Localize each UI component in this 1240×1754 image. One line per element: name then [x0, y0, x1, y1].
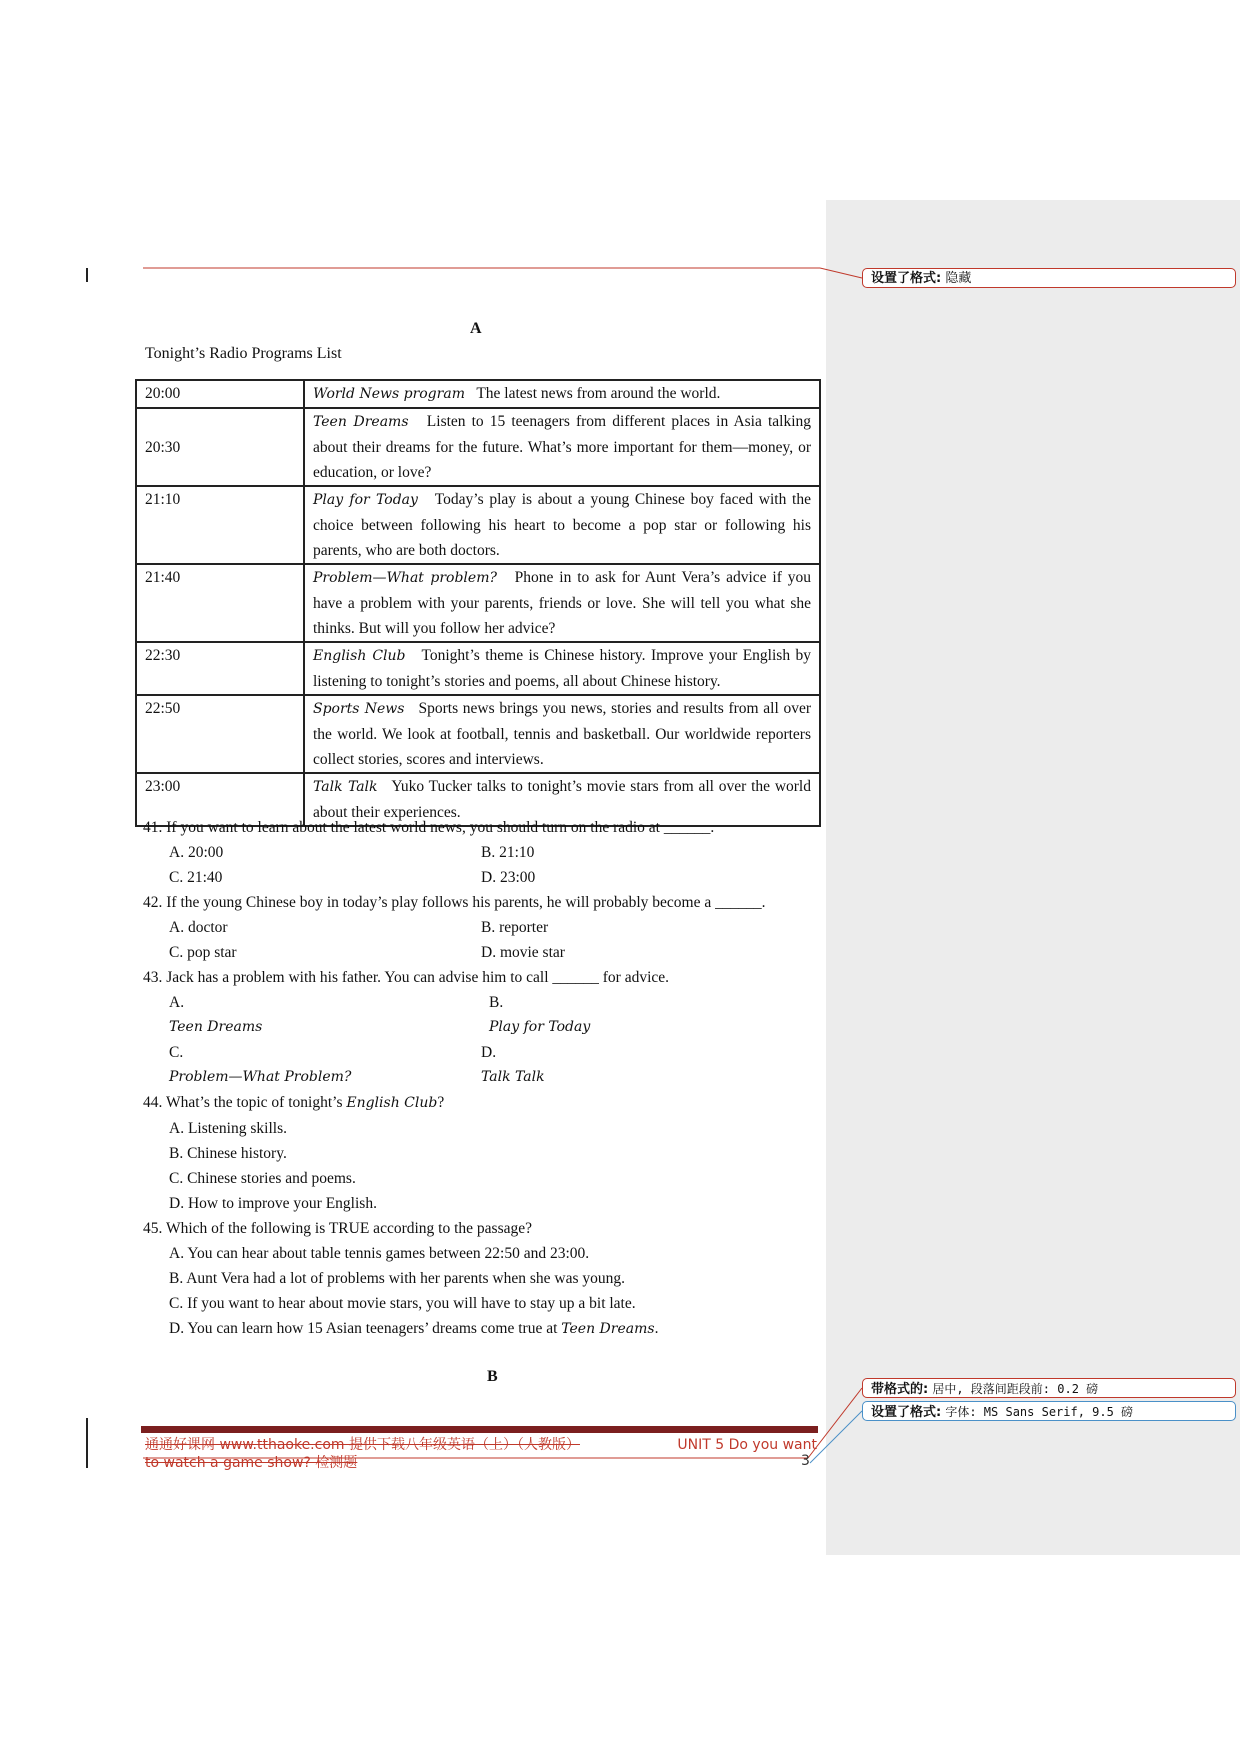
program-description	[304, 408, 820, 486]
option-c: C. Chinese stories and poems.	[169, 1170, 356, 1187]
option-b	[489, 990, 590, 1040]
options-row	[143, 840, 813, 865]
option-b: B. reporter	[481, 919, 549, 936]
program-text: Listen to 15 teenagers from different places in Asia talking about their dreams for the future. What’s more important for them—money, or education, or love?	[313, 413, 812, 481]
list-title: Tonight’s Radio Programs List	[145, 345, 342, 362]
question-text: 44. What’s the topic of tonight’s	[143, 1094, 347, 1111]
program-description	[304, 642, 820, 695]
section-b-heading: B	[487, 1368, 498, 1385]
option-text: D. You can learn how 15 Asian teenagers’ dreams come true at	[169, 1320, 562, 1337]
program-name: Sports News	[313, 701, 405, 717]
table-row	[136, 380, 820, 408]
options-row	[143, 915, 813, 940]
questions-block	[143, 815, 813, 1342]
question-45: 45. Which of the following is TRUE according to the passage?	[143, 1220, 532, 1237]
table-row	[136, 695, 820, 773]
comment-value: 字体: MS Sans Serif, 9.5 磅	[945, 1405, 1134, 1419]
option-a	[169, 990, 489, 1040]
option-c	[169, 1040, 481, 1090]
format-comment-balloon[interactable]	[862, 1401, 1236, 1421]
section-a-heading: A	[470, 320, 482, 337]
footer-right: UNIT 5 Do you want	[677, 1437, 817, 1453]
format-comment-balloon[interactable]	[862, 1378, 1236, 1398]
program-description	[304, 380, 820, 408]
question-italic: English Club	[346, 1095, 438, 1111]
option-text: Talk Talk	[481, 1069, 545, 1085]
question-43: 43. Jack has a problem with his father. You can advise him to call ______ for advice.	[143, 969, 670, 986]
table-row	[136, 642, 820, 695]
option-d: D. 23:00	[481, 869, 536, 886]
footer-left: 通通好课网 www.tthaoke.com 提供下载八年级英语（上）（人教版）	[145, 1437, 580, 1453]
question-41: 41. If you want to learn about the latest world news, you should turn on the radio at ______.	[143, 819, 715, 836]
table-row	[136, 486, 820, 564]
options-row	[143, 940, 813, 965]
option-a: A. doctor	[169, 919, 228, 936]
footer-line-2: to watch a game show? 检测题	[145, 1455, 358, 1471]
option-a: A. You can hear about table tennis games between 22:50 and 23:00.	[169, 1245, 590, 1262]
page-number: 3	[801, 1453, 810, 1469]
question-42: 42. If the young Chinese boy in today’s play follows his parents, he will probably become a ______.	[143, 894, 766, 911]
program-description	[304, 564, 820, 642]
option-letter: C.	[169, 1044, 184, 1061]
comment-value: 隐藏	[945, 271, 972, 286]
program-text: Tonight’s theme is Chinese history. Improve your English by listening to tonight’s stories and poems, all about Chinese history.	[313, 647, 811, 690]
option-a: A. 20:00	[169, 844, 224, 861]
change-bar	[86, 268, 88, 282]
option-b: B. Aunt Vera had a lot of problems with her parents when she was young.	[169, 1270, 626, 1287]
options-row	[143, 865, 813, 890]
options-row	[143, 1040, 813, 1090]
option-d: D. movie star	[481, 944, 565, 961]
option-letter: A.	[169, 994, 185, 1011]
footer-rule	[141, 1426, 818, 1433]
program-time: 20:30	[136, 408, 304, 486]
option-text: Problem—What Problem?	[169, 1069, 352, 1085]
option-b: B. 21:10	[481, 844, 535, 861]
comment-label: 设置了格式:	[871, 271, 942, 286]
option-letter: B.	[489, 994, 504, 1011]
program-name: World News program	[313, 386, 465, 402]
program-description	[304, 486, 820, 564]
option-text: .	[654, 1320, 659, 1337]
program-text: Yuko Tucker talks to tonight’s movie stars from all over the world about their experiences.	[313, 778, 811, 821]
program-name: Teen Dreams	[313, 414, 409, 430]
table-row	[136, 564, 820, 642]
program-time: 22:50	[136, 695, 304, 773]
program-time: 22:30	[136, 642, 304, 695]
option-a: A. Listening skills.	[169, 1120, 287, 1137]
options-row	[143, 990, 813, 1040]
program-description	[304, 695, 820, 773]
footer-line-1	[145, 1436, 817, 1454]
option-c: C. 21:40	[169, 869, 223, 886]
change-bar	[86, 1418, 88, 1468]
option-c: C. If you want to hear about movie stars, you will have to stay up a bit late.	[169, 1295, 636, 1312]
comment-value: 居中, 段落间距段前: 0.2 磅	[932, 1382, 1099, 1396]
question-44	[143, 1090, 813, 1116]
option-letter: D.	[481, 1044, 497, 1061]
program-time: 20:00	[136, 380, 304, 408]
program-text: The latest news from around the world.	[476, 385, 721, 402]
program-text: Today’s play is about a young Chinese boy faced with the choice between following his heart to become a pop star or following his parents, who are both doctors.	[313, 491, 811, 559]
option-d: D. How to improve your English.	[169, 1195, 377, 1212]
footer-deleted-text	[145, 1436, 817, 1472]
program-time: 21:10	[136, 486, 304, 564]
program-text: Phone in to ask for Aunt Vera’s advice if you have a problem with your parents, friends or love. She will tell you what she thinks. But will you follow her advice?	[313, 569, 812, 637]
program-time: 23:00	[136, 773, 304, 826]
option-b: B. Chinese history.	[169, 1145, 287, 1162]
option-italic: Teen Dreams	[561, 1321, 655, 1337]
program-name: Problem—What problem?	[313, 570, 497, 586]
option-c: C. pop star	[169, 944, 237, 961]
option-text: Play for Today	[489, 1019, 591, 1035]
program-time: 21:40	[136, 564, 304, 642]
radio-programs-table	[135, 379, 821, 827]
program-name: Talk Talk	[313, 779, 378, 795]
program-name: Play for Today	[313, 492, 418, 508]
program-text: Sports news brings you news, stories and results from all over the world. We look at football, tennis and basketball. Our worldwide reporters collect stories, scores and interviews.	[313, 700, 812, 768]
program-name: English Club	[313, 648, 406, 664]
option-d	[481, 1040, 545, 1090]
table-row	[136, 408, 820, 486]
option-d	[143, 1316, 813, 1342]
comment-label: 带格式的:	[871, 1382, 929, 1397]
question-text: ?	[437, 1094, 445, 1111]
option-text: Teen Dreams	[169, 1019, 263, 1035]
format-comment-balloon[interactable]	[862, 268, 1236, 288]
comment-label: 设置了格式:	[871, 1405, 942, 1420]
